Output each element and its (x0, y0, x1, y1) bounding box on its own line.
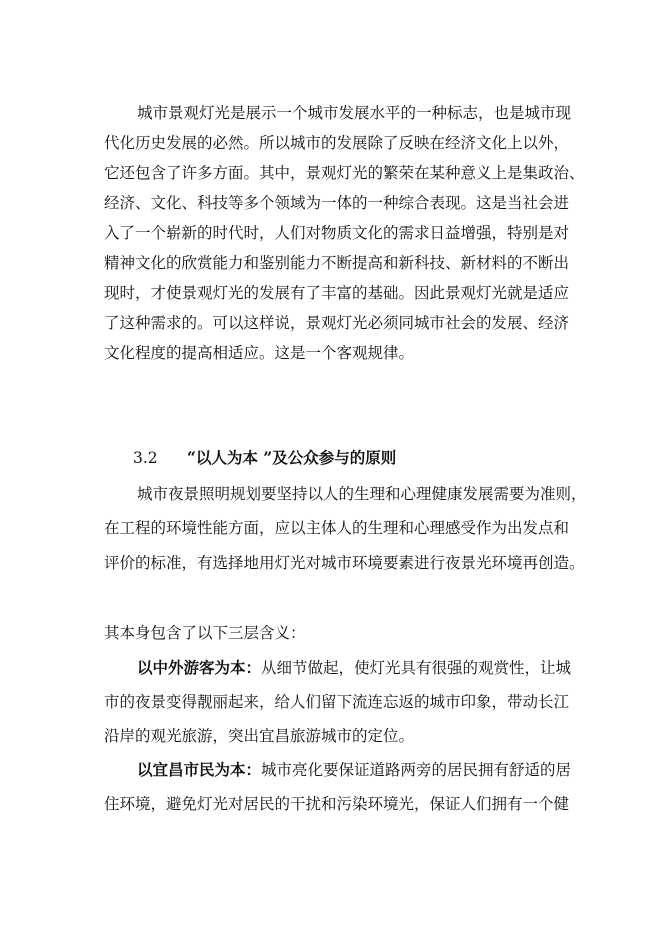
paragraph-line: 住环境，避免灯光对居民的干扰和污染环境光，保证人们拥有一个健 (104, 795, 570, 813)
list-item-label: 以宜昌市民为本： (137, 760, 262, 779)
paragraph-line: 评价的标准，有选择地用灯光对城市环境要素进行夜景光环境再创造。 (104, 554, 585, 572)
meanings-intro: 其本身包含了以下三层含义： (104, 624, 306, 642)
paragraph-line: 了这种需求的。可以这样说，景观灯光必须同城市社会的发展、经济 (104, 314, 570, 332)
section-number: 3.2 (133, 449, 158, 467)
paragraph-line: 精神文化的欣赏能力和鉴别能力不断提高和新科技、新材料的不断出 (104, 254, 570, 272)
list-item-label: 以中外游客为本： (137, 658, 262, 677)
paragraph-line: 沿岸的观光旅游，突出宜昌旅游城市的定位。 (104, 727, 415, 745)
paragraph-line: 城市景观灯光是展示一个城市发展水平的一种标志，也是城市现 (137, 104, 572, 122)
paragraph-line: 它还包含了许多方面。其中，景观灯光的繁荣在某种意义上是集政治、 (104, 164, 585, 182)
paragraph-line: 现时，才使景观灯光的发展有了丰富的基础。因此景观灯光就是适应 (104, 284, 570, 302)
paragraph-line: 经济、文化、科技等多个领域为一体的一种综合表现。这是当社会进 (104, 194, 570, 212)
list-item-first-line (137, 658, 571, 678)
section-title: “以人为本 ”及公众参与的原则 (187, 448, 397, 467)
paragraph-line: 入了一个崭新的时代时，人们对物质文化的需求日益增强，特别是对 (104, 224, 570, 242)
paragraph-line: 代化历史发展的必然。所以城市的发展除了反映在经济文化上以外， (104, 134, 570, 152)
paragraph-line: 在工程的环境性能方面，应以主体人的生理和心理感受作为出发点和 (104, 519, 570, 537)
paragraph-line: 城市夜景照明规划要坚持以人的生理和心理健康发展需要为准则， (137, 485, 587, 503)
list-item-text: 从细节做起，使灯光具有很强的观赏性，让城 (261, 659, 572, 677)
list-item-text: 城市亮化要保证道路两旁的居民拥有舒适的居 (261, 761, 572, 779)
paragraph-line: 市的夜景变得靓丽起来，给人们留下流连忘返的城市印象，带动长江 (104, 693, 570, 711)
list-item-first-line (137, 760, 571, 780)
paragraph-line: 文化程度的提高相适应。这是一个客观规律。 (104, 344, 415, 362)
section-heading (133, 448, 396, 468)
